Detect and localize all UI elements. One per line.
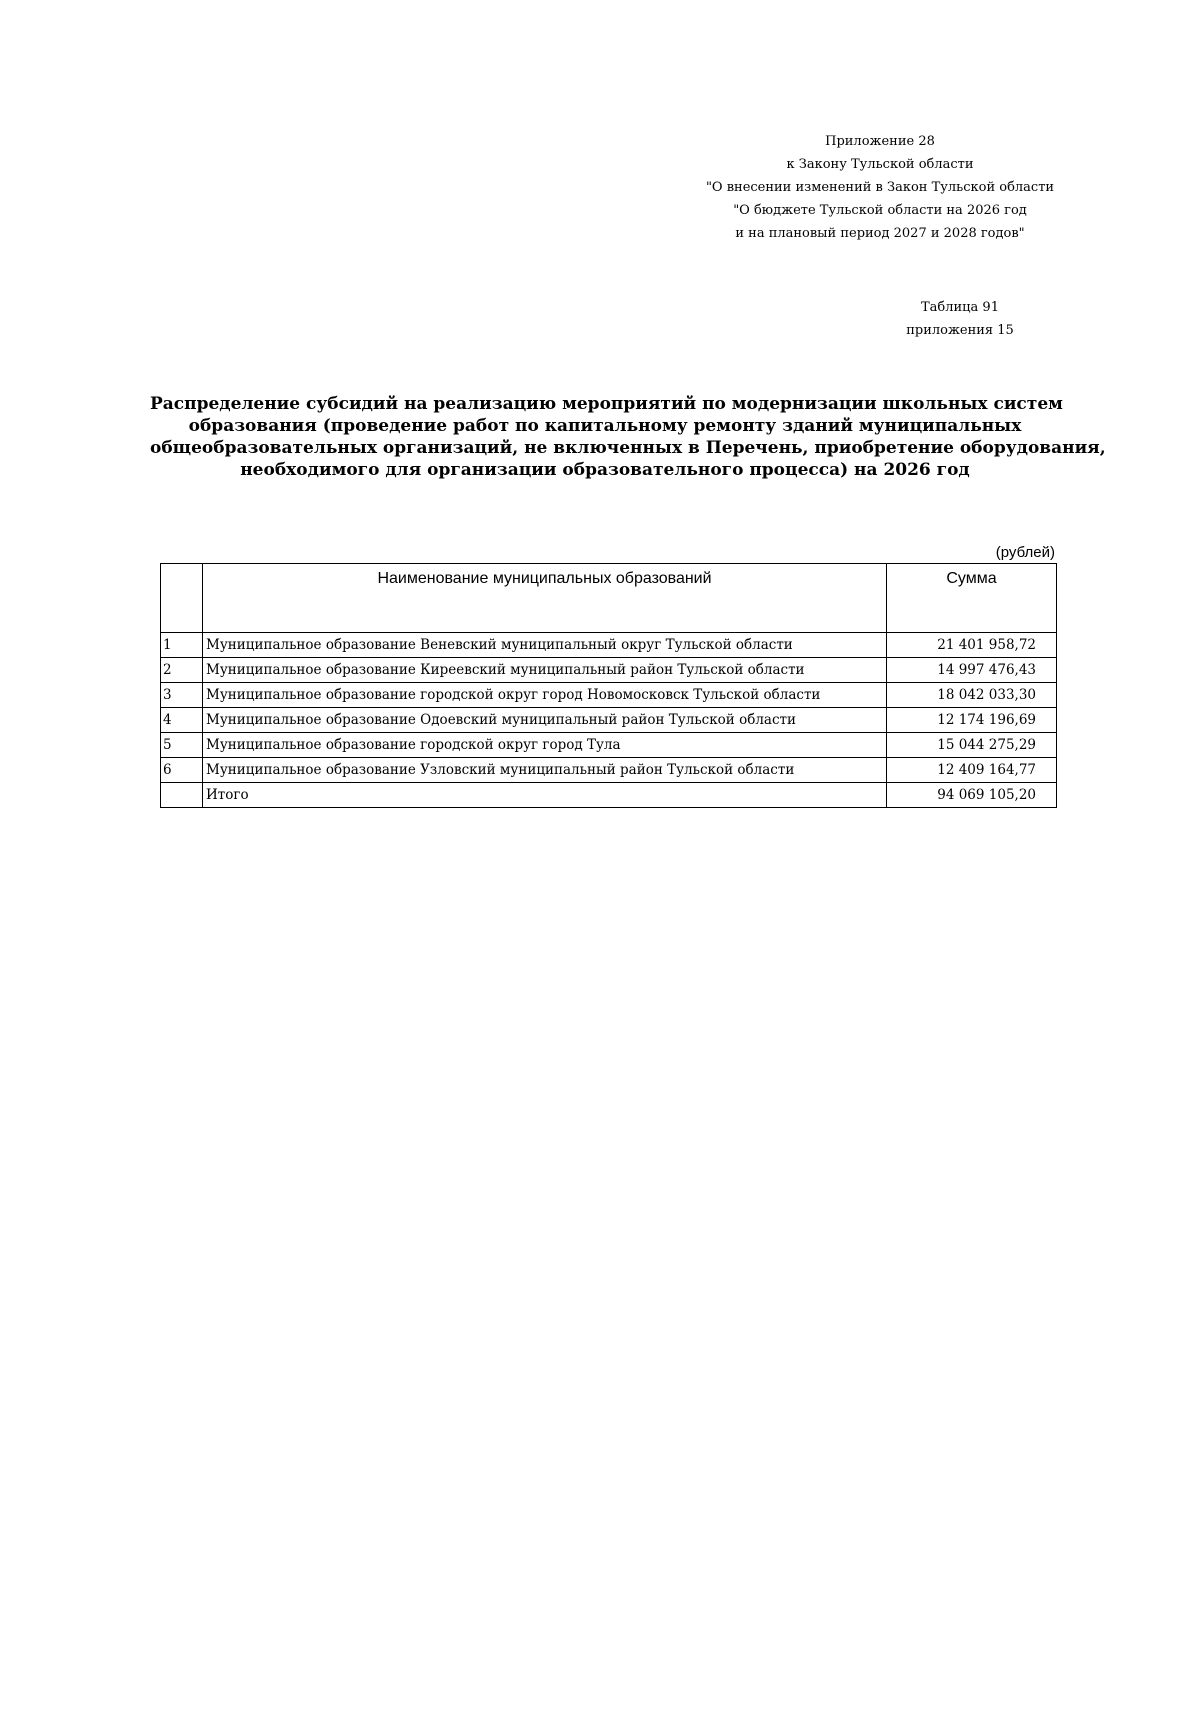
row-number: 5 bbox=[161, 733, 203, 758]
row-number: 1 bbox=[161, 633, 203, 658]
appendix-line: Приложение 28 bbox=[825, 134, 935, 149]
municipality-name: Муниципальное образование Одоевский муниципальный район Тульской области bbox=[203, 708, 887, 733]
column-header-number bbox=[161, 564, 203, 633]
appendix-reference bbox=[680, 130, 1080, 245]
row-number: 3 bbox=[161, 683, 203, 708]
subsidy-amount: 18 042 033,30 bbox=[887, 683, 1057, 708]
table-ref-line: приложения 15 bbox=[906, 323, 1014, 338]
row-number bbox=[161, 783, 203, 808]
municipality-name: Муниципальное образование Веневский муниципальный округ Тульской области bbox=[203, 633, 887, 658]
document-title bbox=[150, 393, 1106, 481]
column-header-name: Наименование муниципальных образований bbox=[203, 564, 887, 633]
table-total-row bbox=[161, 783, 1057, 808]
municipality-name: Муниципальное образование городской округ город Новомосковск Тульской области bbox=[203, 683, 887, 708]
appendix-line: "О внесении изменений в Закон Тульской области bbox=[705, 180, 1055, 195]
total-amount: 94 069 105,20 bbox=[887, 783, 1057, 808]
municipality-name: Муниципальное образование Киреевский муниципальный район Тульской области bbox=[203, 658, 887, 683]
table-row bbox=[161, 658, 1057, 683]
units-label: (рублей) bbox=[995, 544, 1055, 561]
table-header-row bbox=[161, 564, 1057, 633]
table-reference bbox=[860, 296, 1060, 342]
title-line: необходимого для организации образовательного процесса) на 2026 год bbox=[240, 460, 970, 480]
table-row bbox=[161, 708, 1057, 733]
row-number: 4 bbox=[161, 708, 203, 733]
subsidy-amount: 14 997 476,43 bbox=[887, 658, 1057, 683]
table-row bbox=[161, 683, 1057, 708]
subsidy-amount: 15 044 275,29 bbox=[887, 733, 1057, 758]
appendix-line: "О бюджете Тульской области на 2026 год bbox=[733, 203, 1027, 218]
table-row bbox=[161, 633, 1057, 658]
table-row bbox=[161, 758, 1057, 783]
row-number: 2 bbox=[161, 658, 203, 683]
subsidy-amount: 12 409 164,77 bbox=[887, 758, 1057, 783]
table-row bbox=[161, 733, 1057, 758]
table-ref-line: Таблица 91 bbox=[921, 300, 999, 315]
subsidy-table bbox=[160, 563, 1057, 808]
appendix-line: и на плановый период 2027 и 2028 годов" bbox=[735, 226, 1025, 241]
row-number: 6 bbox=[161, 758, 203, 783]
subsidy-amount: 12 174 196,69 bbox=[887, 708, 1057, 733]
appendix-line: к Закону Тульской области bbox=[786, 157, 974, 172]
municipality-name: Муниципальное образование Узловский муниципальный район Тульской области bbox=[203, 758, 887, 783]
municipality-name: Муниципальное образование городской округ город Тула bbox=[203, 733, 887, 758]
title-line: образования (проведение работ по капитальному ремонту зданий муниципальных bbox=[188, 416, 1022, 436]
title-line: Распределение субсидий на реализацию мероприятий по модернизации школьных систем bbox=[150, 394, 1063, 414]
title-line: общеобразовательных организаций, не включенных в Перечень, приобретение оборудования, bbox=[150, 438, 1106, 458]
subsidy-amount: 21 401 958,72 bbox=[887, 633, 1057, 658]
column-header-sum: Сумма bbox=[887, 564, 1057, 633]
total-label: Итого bbox=[203, 783, 887, 808]
